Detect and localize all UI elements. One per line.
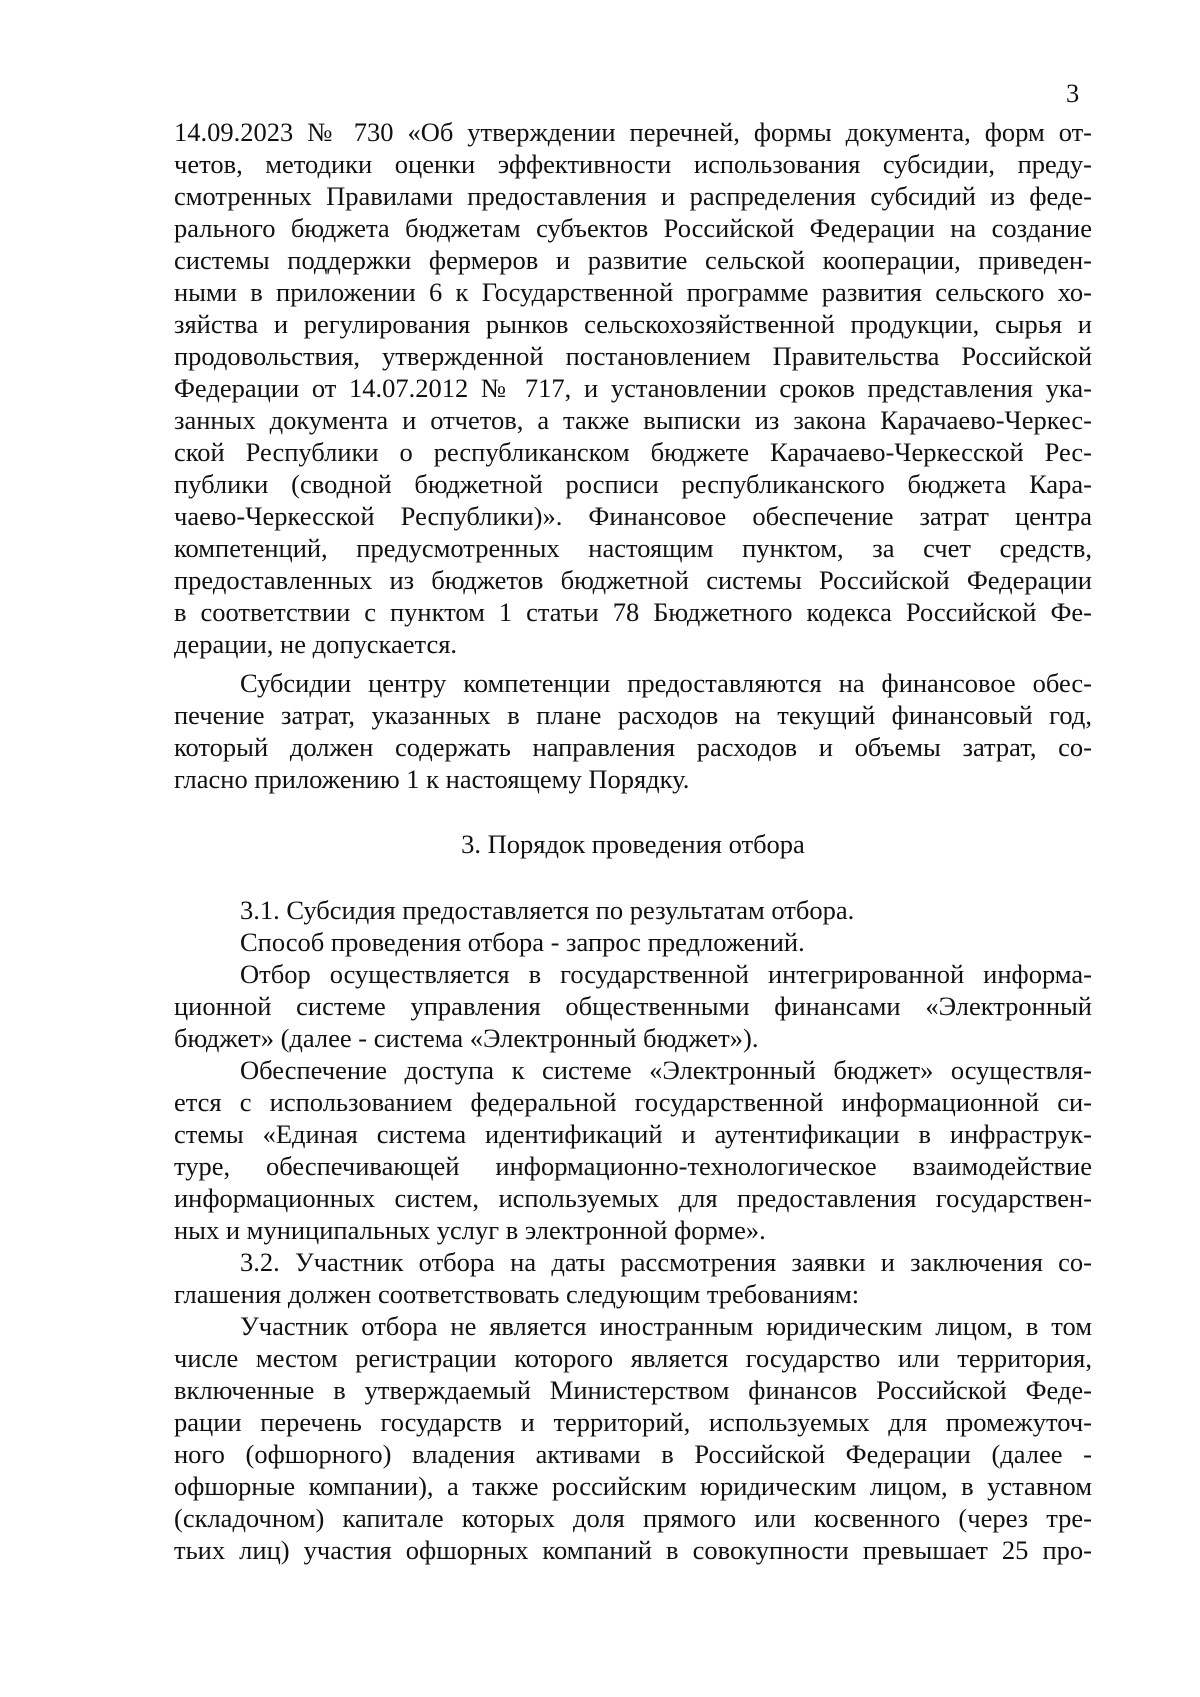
text-line: печение затрат, указанных в плане расходов на текущий финансовый год, (174, 700, 1092, 730)
text-line: который должен содержать направления расходов и объемы затрат, со- (174, 732, 1092, 762)
text-line: бюджет» (далее - система «Электронный бюджет»). (174, 1023, 759, 1053)
text-line: ными в приложении 6 к Государственной программе развития сельского хо- (174, 277, 1092, 307)
text-line: тьих лиц) участия офшорных компаний в совокупности превышает 25 про- (174, 1535, 1092, 1565)
text-line: стемы «Единая система идентификаций и аутентификации в инфраструк- (174, 1119, 1092, 1149)
text-line: Участник отбора не является иностранным юридическим лицом, в том (240, 1311, 1092, 1341)
text-line: четов, методики оценки эффективности использования субсидии, преду- (174, 149, 1092, 179)
text-line: системы поддержки фермеров и развитие сельской кооперации, приведен- (174, 245, 1092, 275)
text-line: (складочном) капитале которых доля прямого или косвенного (через тре- (174, 1503, 1092, 1533)
text-line: Субсидии центру компетенции предоставляются на финансовое обес- (240, 668, 1092, 698)
text-line: продовольствия, утвержденной постановлением Правительства Российской (174, 341, 1092, 371)
text-line: ской Республики о республиканском бюджете Карачаево-Черкесской Рес- (174, 437, 1092, 467)
text-line: ных и муниципальных услуг в электронной форме». (174, 1215, 766, 1245)
page-number: 3 (1066, 78, 1080, 108)
text-line: предоставленных из бюджетов бюджетной системы Российской Федерации (174, 565, 1092, 595)
text-line: Отбор осуществляется в государственной интегрированной информа- (240, 959, 1092, 989)
text-line: компетенций, предусмотренных настоящим пунктом, за счет средств, (174, 533, 1092, 563)
text-line: включенные в утверждаемый Министерством финансов Российской Феде- (174, 1375, 1092, 1405)
text-line: чаево-Черкесской Республики)». Финансовое обеспечение затрат центра (174, 501, 1092, 531)
text-line: Обеспечение доступа к системе «Электронный бюджет» осуществля- (240, 1055, 1092, 1085)
text-line: числе местом регистрации которого является государство или территория, (174, 1343, 1092, 1373)
text-line: публики (сводной бюджетной росписи республиканского бюджета Кара- (174, 469, 1092, 499)
text-line: занных документа и отчетов, а также выписки из закона Карачаево-Черкес- (174, 405, 1092, 435)
text-line: туре, обеспечивающей информационно-технологическое взаимодействие (174, 1151, 1092, 1181)
text-line: дерации, не допускается. (174, 629, 458, 659)
text-line: гласно приложению 1 к настоящему Порядку. (174, 764, 690, 794)
text-line: в соответствии с пунктом 1 статьи 78 Бюджетного кодекса Российской Фе- (174, 597, 1092, 627)
text-line: рации перечень государств и территорий, используемых для промежуточ- (174, 1407, 1092, 1437)
text-line: Способ проведения отбора - запрос предложений. (240, 927, 805, 957)
text-line: ется с использованием федеральной государственной информационной си- (174, 1087, 1092, 1117)
text-line: зяйства и регулирования рынков сельскохозяйственной продукции, сырья и (174, 309, 1092, 339)
text-line: офшорные компании), а также российским юридическим лицом, в уставном (174, 1471, 1092, 1501)
text-line: ного (офшорного) владения активами в Российской Федерации (далее - (174, 1439, 1092, 1469)
text-line: рального бюджета бюджетам субъектов Российской Федерации на создание (174, 213, 1092, 243)
text-line: глашения должен соответствовать следующим требованиям: (174, 1279, 860, 1309)
text-line: Федерации от 14.07.2012 № 717, и установлении сроков представления ука- (174, 373, 1092, 403)
text-line: 3.1. Субсидия предоставляется по результатам отбора. (240, 895, 855, 925)
text-line: 3.2. Участник отбора на даты рассмотрения заявки и заключения со- (240, 1247, 1092, 1277)
text-line: ционной системе управления общественными финансами «Электронный (174, 991, 1092, 1021)
text-line: информационных систем, используемых для предоставления государствен- (174, 1183, 1092, 1213)
section-heading: 3. Порядок проведения отбора (461, 829, 805, 859)
text-line: смотренных Правилами предоставления и распределения субсидий из феде- (174, 181, 1092, 211)
text-line: 14.09.2023 № 730 «Об утверждении перечней, формы документа, форм от- (174, 117, 1092, 147)
